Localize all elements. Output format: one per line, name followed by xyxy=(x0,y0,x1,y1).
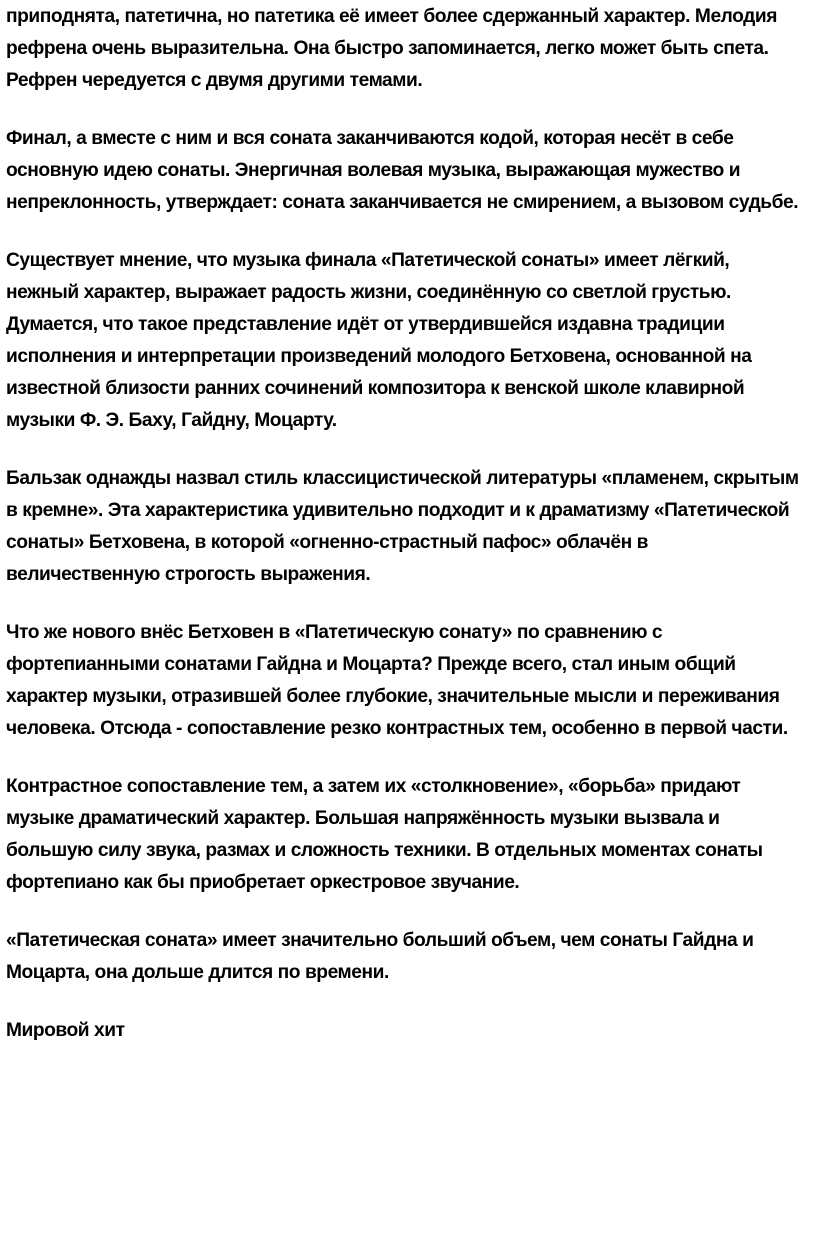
paragraph-novelty: Что же нового внёс Бетховен в «Патетическую сонату» по сравнению с фортепианными сонатами Гайдна и Моцарта? Прежде всего, стал иным общий характер музыки, отразившей более глубокие, значительные мысли и переживания человека. Отсюда - сопоставление резко контрастных тем, особенно в первой части. xyxy=(6,622,788,739)
section-heading: Мировой хит xyxy=(6,1020,125,1041)
paragraph-refrain: приподнята, патетична, но патетика её имеет более сдержанный характер. Мелодия рефрена очень выразительна. Она быстро запоминается, легко может быть спета. Рефрен чередуется с двумя другими темами. xyxy=(6,6,777,91)
paragraph-finale-coda: Финал, а вместе с ним и вся соната заканчиваются кодой, которая несёт в себе основную идею сонаты. Энергичная волевая музыка, выражающая мужество и непреклонность, утверждает: соната заканчивается не смирением, а вызовом судьбе. xyxy=(6,128,799,213)
paragraph-opinion: Существует мнение, что музыка финала «Патетической сонаты» имеет лёгкий, нежный характер, выражает радость жизни, соединённую со светлой грустью. Думается, что такое представление идёт от утвердившейся издавна традиции исполнения и интерпретации произведений молодого Бетховена, основанной на известной близости ранних сочинений композитора к венской школе клавирной музыки Ф. Э. Баху, Гайдну, Моцарту. xyxy=(6,250,752,431)
paragraph-volume: «Патетическая соната» имеет значительно больший объем, чем сонаты Гайдна и Моцарта, она дольше длится по времени. xyxy=(6,930,754,983)
paragraph-contrast: Контрастное сопоставление тем, а затем их «столкновение», «борьба» придают музыке драматический характер. Большая напряжённость музыки вызвала и большую силу звука, размах и сложность техники. В отдельных моментах сонаты фортепиано как бы приобретает оркестровое звучание. xyxy=(6,776,763,893)
paragraph-balzac: Бальзак однажды назвал стиль классицистической литературы «пламенем, скрытым в кремне». Эта характеристика удивительно подходит и к драматизму «Патетической сонаты» Бетховена, в которой «огненно-страстный пафос» облачён в величественную строгость выражения. xyxy=(6,468,799,585)
